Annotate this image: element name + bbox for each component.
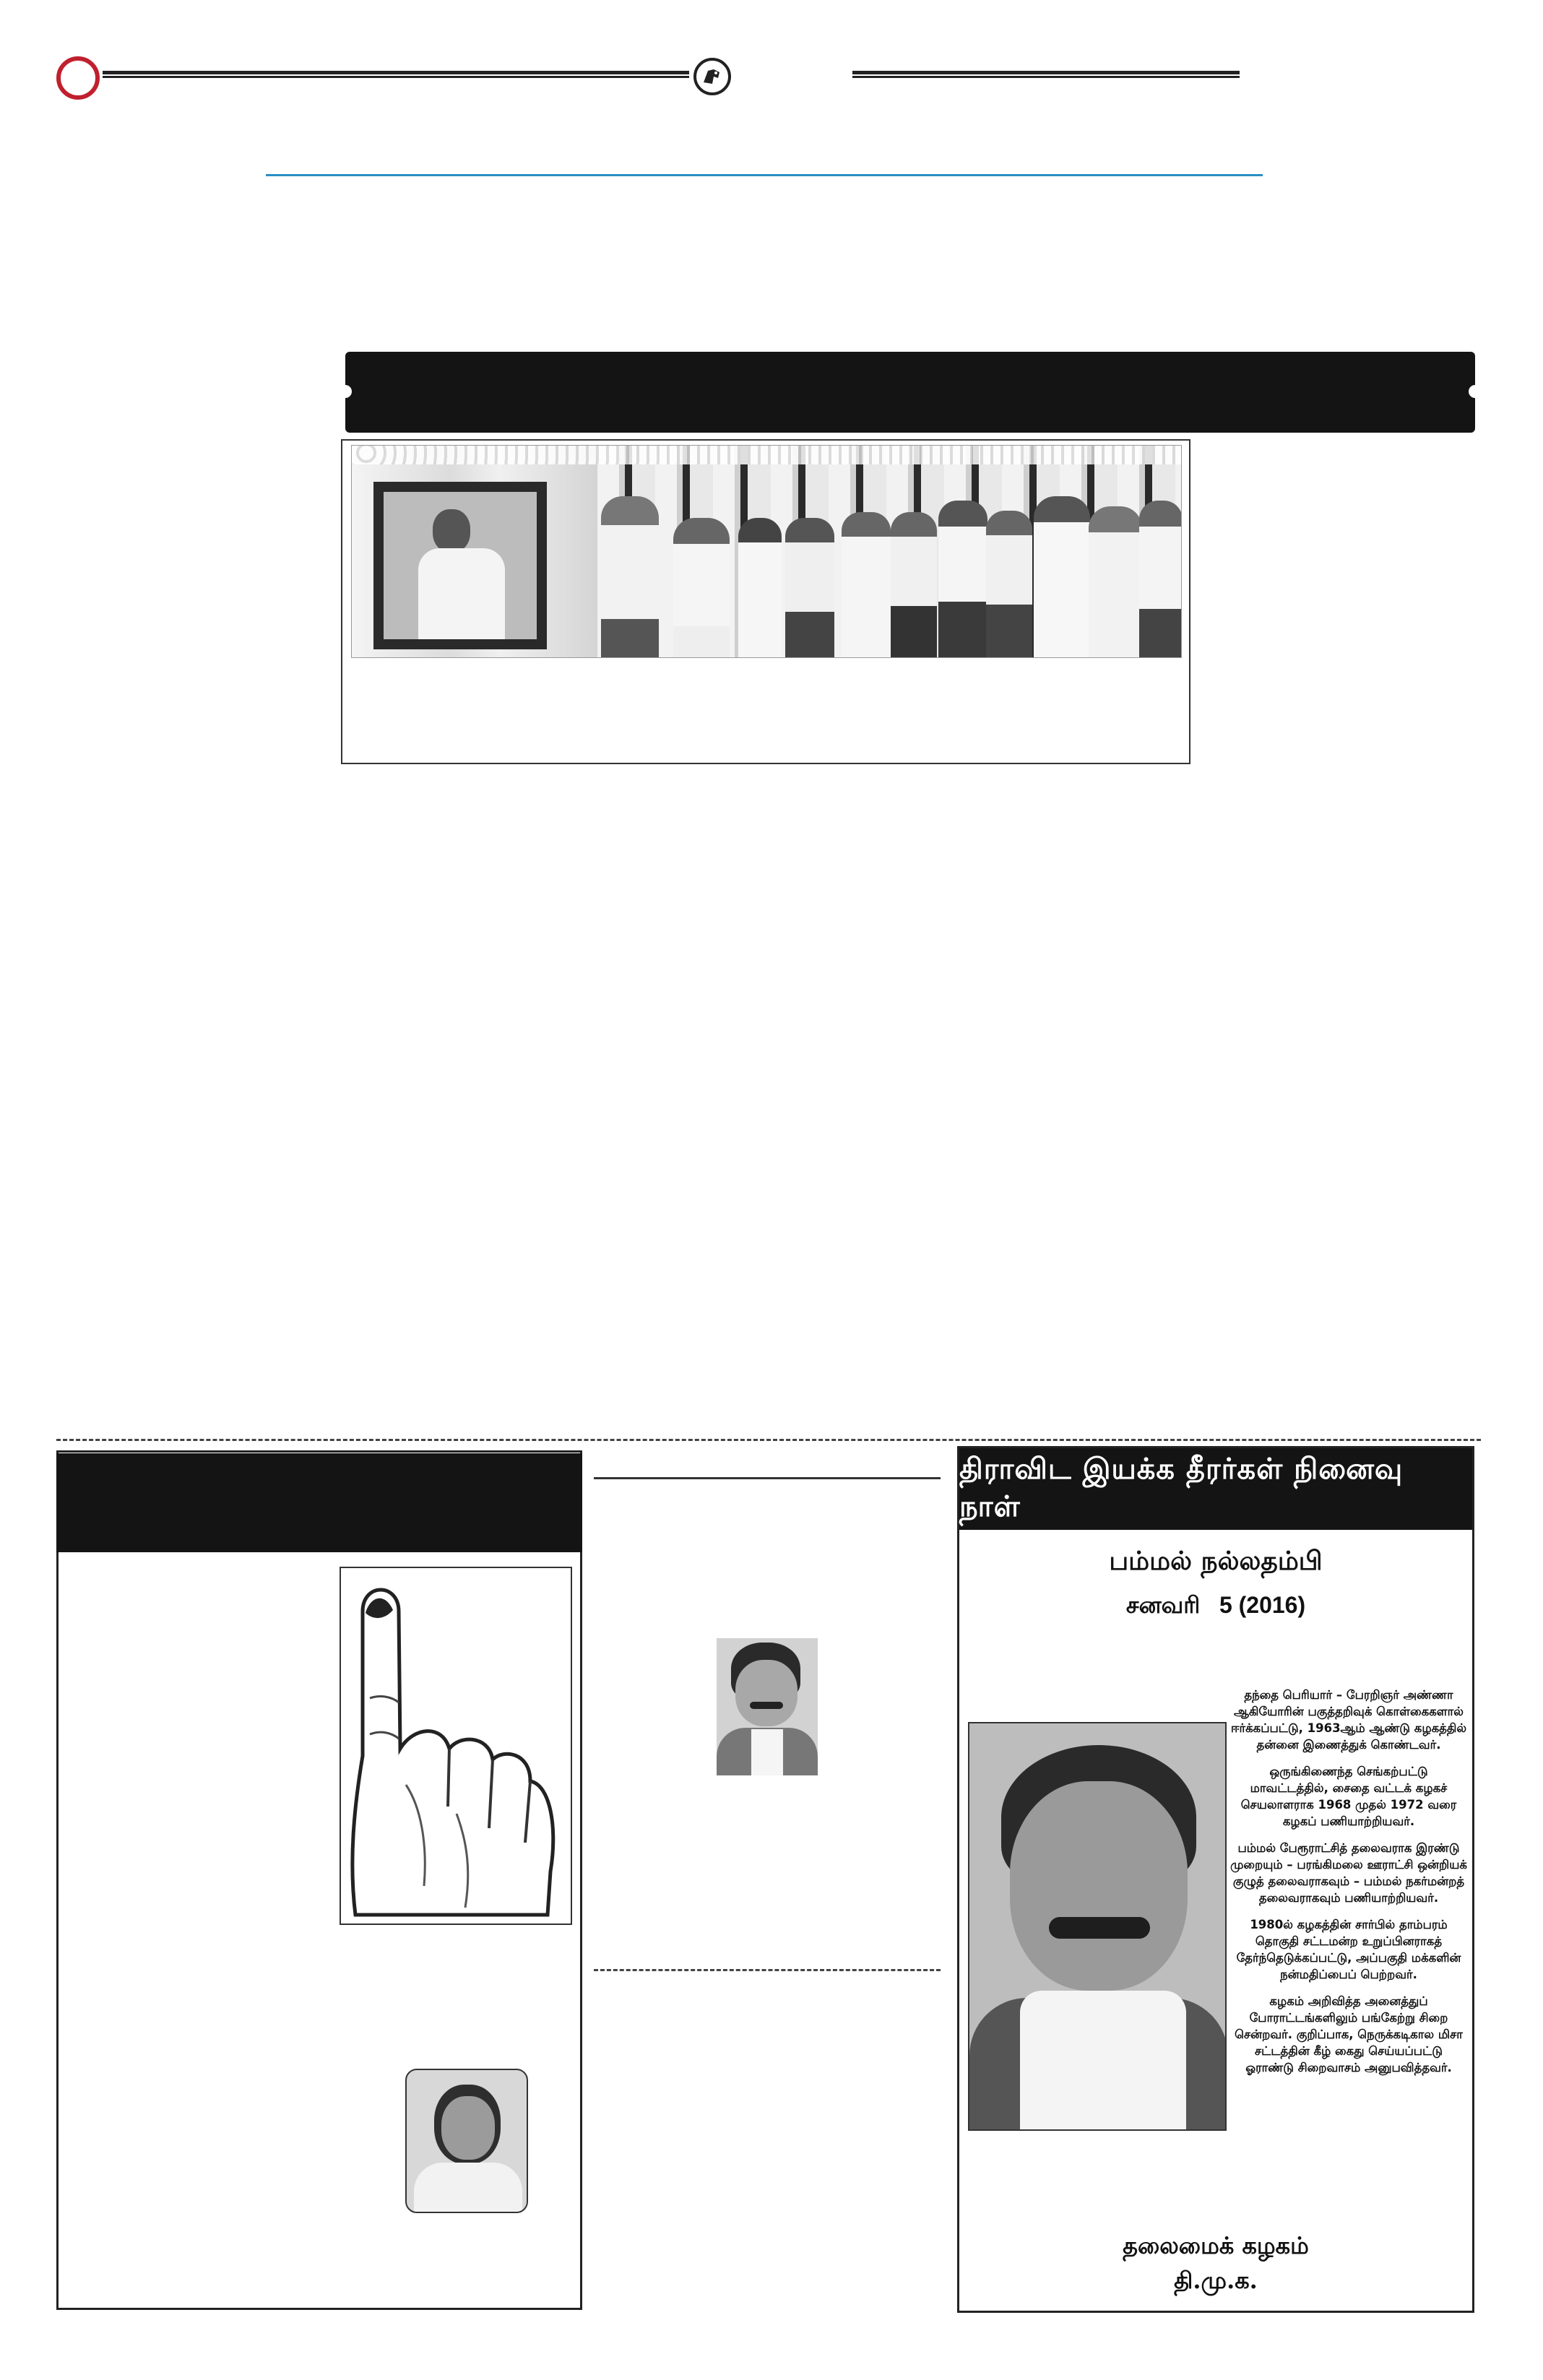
event-photo (351, 445, 1182, 658)
person-figure (938, 501, 987, 658)
person-figure (738, 518, 782, 658)
bio-paragraph: ஒருங்கிணைந்த செங்கற்பட்டு மாவட்டத்தில், சைதை வட்டக் கழகச் செயலாளராக 1968 முதல் 1972 வரை கழகப் பணியாற்றியவர். (1240, 1765, 1457, 1828)
header-rule-right (852, 71, 1240, 78)
header-rule-left (103, 71, 689, 78)
memorial-issuer: தலைமைக் கழகம் (1123, 2232, 1309, 2259)
bio-paragraph: பம்மல் பேரூராட்சித் தலைவராக இரண்டு முறையும் – பரங்கிமலை ஊராட்சி ஒன்றியக் குழுத் தலைவராகவும் – பம்மல் நகர்மன்றத் தலைவராகவும் பணியாற்றியவர். (1230, 1841, 1467, 1905)
columnist-portrait (717, 1638, 818, 1775)
section-divider (266, 174, 1263, 176)
person-figure (891, 512, 937, 658)
bio-paragraph: கழகம் அறிவித்த அனைத்துப் போராட்டங்களிலும் பங்கேற்று சிறை சென்றவர். குறிப்பாக, நெருக்கடிகால மிசா சட்டத்தின் கீழ் கைது செய்யப்பட்டு ஓராண்டு சிறைவாசம் அனுபவித்தவர். (1235, 1994, 1463, 2074)
memorial-banner: திராவிட இயக்க தீரர்கள் நினைவு நாள் (959, 1448, 1472, 1530)
memorial-biography (1229, 1687, 1468, 2086)
party-emblem-icon (693, 58, 731, 95)
person-figure (1139, 501, 1182, 658)
headline-banner (345, 352, 1475, 433)
person-figure (1089, 506, 1142, 658)
middle-column-dashed-rule (594, 1969, 941, 1971)
section-dashed-divider (56, 1439, 1481, 1441)
left-article-headline-bar (56, 1453, 582, 1552)
bio-paragraph: 1980ல் கழகத்தின் சார்பில் தாம்பரம் தொகுதி சட்டமன்ற உறுப்பினராகத் தேர்ந்தெடுக்கப்பட்டு, அப்பகுதி மக்களின் நன்மதிப்பைப் பெற்றவர். (1236, 1918, 1461, 1981)
person-figure (842, 512, 891, 658)
framed-portrait (373, 482, 547, 649)
memorial-party: தி.மு.க. (1174, 2267, 1258, 2294)
person-figure (785, 518, 834, 658)
person-figure (986, 511, 1032, 658)
middle-column-rule (594, 1477, 941, 1479)
person-figure (601, 496, 659, 658)
person-figure (1034, 496, 1090, 658)
person-figure (673, 518, 730, 658)
memorial-name: பம்மல் நல்லதம்பி (1109, 1546, 1323, 1576)
memorial-photo (968, 1722, 1227, 2131)
page-number-circle (56, 56, 100, 100)
author-portrait (405, 2069, 528, 2213)
bio-paragraph: தந்தை பெரியார் – பேரறிஞர் அண்ணா ஆகியோரின் பகுத்தறிவுக் கொள்கைகளால் ஈர்க்கப்பட்டு, 1963ஆம் ஆண்டு கழகத்தில் தன்னை இணைத்துக் கொண்டவர். (1230, 1688, 1467, 1752)
memorial-date: சனவரி 5 (2016) (1125, 1592, 1306, 1618)
inked-finger-illustration (340, 1567, 572, 1925)
